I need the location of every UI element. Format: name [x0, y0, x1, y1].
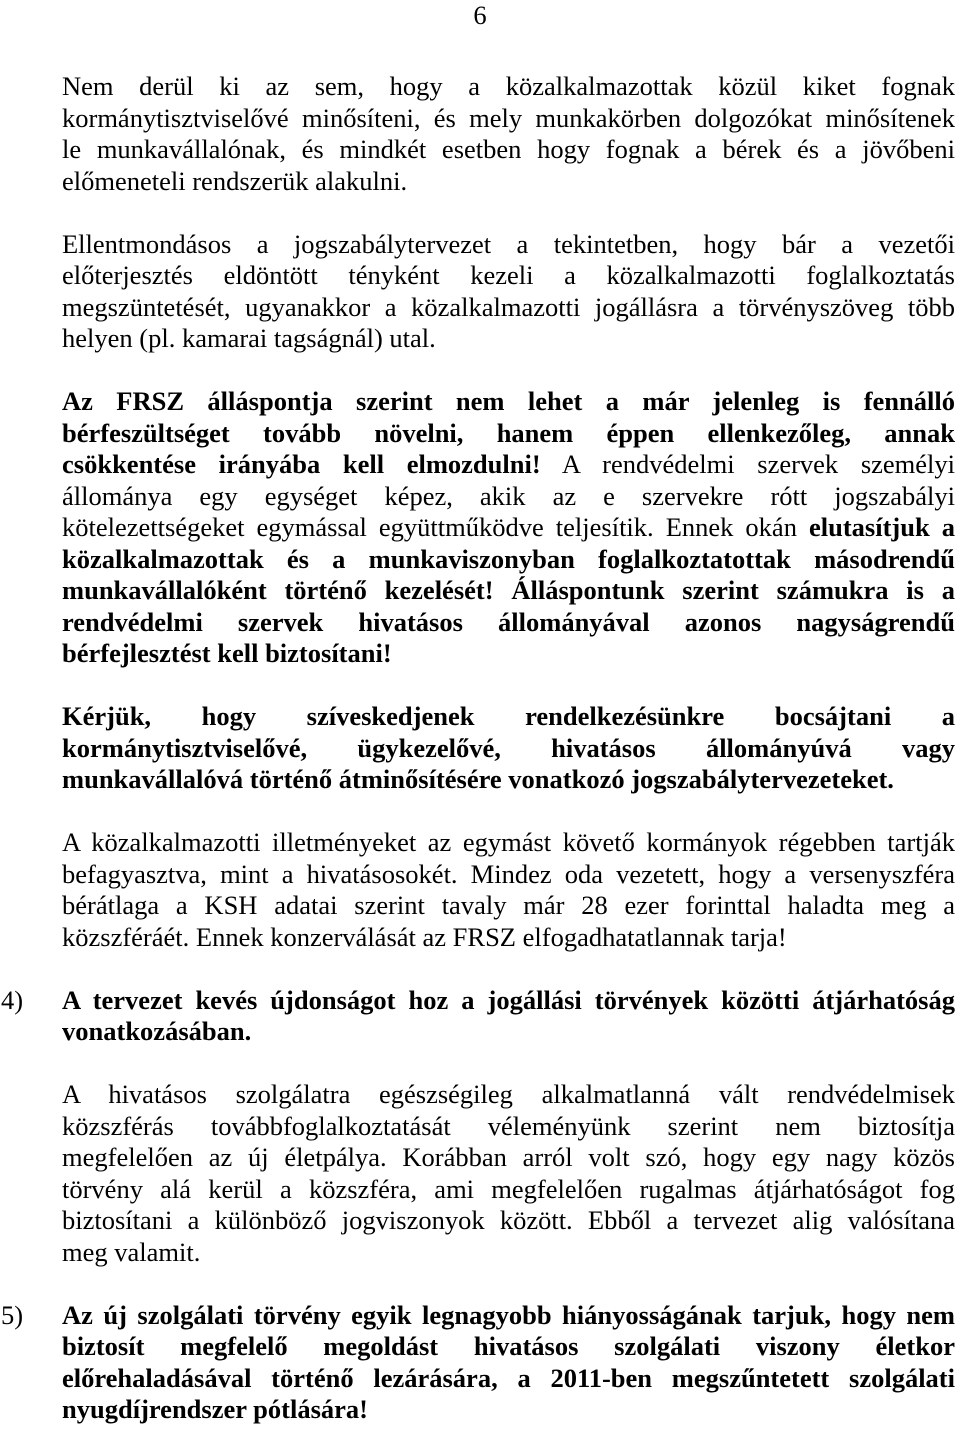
bold-text: Az FRSZ álláspontja szerint nem lehet a már jelenleg is fennálló: [62, 386, 955, 416]
text-line: megszüntetését, ugyanakkor a közalkalmazotti jogállásra a törvényszöveg több: [62, 291, 955, 322]
text-line: biztosítani a különböző jogviszonyok között. Ebből a tervezet alig valósítana: [62, 1205, 955, 1235]
text-line: nyugdíjrendszer pótlására!: [62, 1394, 368, 1424]
text-line: kormánytisztviselővé minősíteni, és mely munkakörben dolgozókat minősítenek: [62, 102, 955, 133]
text-line: közszféráét. Ennek konzerválását az FRSZ elfogadhatatlannak tarja!: [62, 921, 787, 952]
text-line: [62, 544, 955, 576]
text-line: Ellentmondásos a jogszabálytervezet a tekintetben, hogy bár a vezetői: [62, 228, 955, 259]
list-item-4: [1, 984, 955, 1048]
text-line: kormánytisztviselővé, ügykezelővé, hivatásos állományúvá vagy: [62, 732, 955, 763]
text-line: A közalkalmazotti illetményeket az egymást követő kormányok régebben tartják: [62, 827, 955, 857]
text-line: A tervezet kevés újdonságot hoz a jogállási törvények közötti átjárhatóság: [62, 984, 955, 1015]
list-marker: 5): [1, 1299, 24, 1330]
paragraph-6: [62, 1079, 955, 1268]
text-line: Kérjük, hogy szíveskedjenek rendelkezésünkre bocsájtani a: [62, 701, 955, 731]
bold-text: bérfeszültséget tovább növelni, hanem éppen ellenkezőleg, annak: [62, 417, 955, 448]
paragraph-1: [62, 71, 955, 197]
page-number: 6: [473, 0, 487, 30]
text-line: [62, 512, 955, 544]
text-line: előterjesztés eldöntött tényként kezeli a közalkalmazotti foglalkoztatás: [62, 260, 955, 290]
regular-text: A rendvédelmi szervek személyi: [561, 449, 956, 479]
text-line: közszférás továbbfoglalkoztatását véleményünk szerint nem biztosítja: [62, 1110, 955, 1141]
bold-text: közalkalmazottak és a munkaviszonyban foglalkoztatottak másodrendű: [62, 543, 955, 574]
text-line: megfelelően az új életpálya. Korábban arról volt szó, hogy egy nagy közös: [62, 1142, 955, 1172]
text-line: helyen (pl. kamarai tagságnál) utal.: [62, 323, 436, 353]
list-marker: 4): [1, 984, 24, 1015]
bold-text: rendvédelmi szervek hivatásos állományával azonos nagyságrendű: [62, 606, 955, 637]
bold-text: munkavállalóként történő kezelését! Álláspontunk szerint számukra is a: [62, 575, 955, 605]
text-line: befagyasztva, mint a hivatásosokét. Mindez oda vezetett, hogy a versenyszféra: [62, 858, 955, 889]
paragraph-5: [62, 827, 955, 953]
text-line: biztosít megfelelő megoldást hivatásos szolgálati viszony életkor: [62, 1331, 955, 1361]
text-line: [62, 638, 955, 670]
text-line: meg valamit.: [62, 1236, 201, 1267]
text-line: Az új szolgálati törvény egyik legnagyobb hiányosságának tarjuk, hogy nem: [62, 1299, 955, 1330]
page-content: [1, 71, 956, 1426]
text-line: A hivatásos szolgálatra egészségileg alkalmatlanná vált rendvédelmisek: [62, 1079, 955, 1109]
text-line: [62, 449, 955, 481]
text-line: törvény alá kerül a közszféra, ami megfelelően rugalmas átjárhatóságot fog: [62, 1173, 955, 1204]
text-line: [62, 607, 955, 639]
text-line: [62, 575, 955, 607]
list-item-5: [1, 1299, 955, 1426]
paragraph-3: [62, 386, 955, 670]
bold-text: bérfejlesztést kell biztosítani!: [62, 638, 392, 668]
text-line: le munkavállalónak, és mindkét esetben hogy fognak a bérek és a jövőbeni: [62, 134, 955, 164]
text-line: [62, 481, 955, 513]
text-line: [62, 418, 955, 450]
text-line: [62, 386, 955, 418]
text-line: előrehaladásával történő lezárására, a 2011-ben megszűntetett szolgálati: [62, 1362, 955, 1393]
regular-text: állománya egy egységet képez, akik az e szervekre rótt jogszabályi: [62, 480, 955, 511]
regular-text: kötelezettségeket egymással együttműködve teljesítik. Ennek okán: [62, 512, 797, 542]
text-line: bérátlaga a KSH adatai szerint tavaly már 28 ezer forinttal haladta meg a: [62, 890, 955, 920]
text-line: Nem derül ki az sem, hogy a közalkalmazottak közül kiket fognak: [62, 71, 955, 101]
text-line: vonatkozásában.: [62, 1016, 252, 1046]
bold-text: elutasítjuk a: [808, 512, 955, 542]
bold-text: csökkentése irányába kell elmozdulni!: [62, 449, 541, 479]
paragraph-2: [62, 229, 955, 355]
text-line: előmeneteli rendszerük alakulni.: [62, 165, 408, 196]
text-line: munkavállalóvá történő átminősítésére vonatkozó jogszabálytervezeteket.: [62, 764, 894, 794]
paragraph-4-request: [62, 701, 955, 796]
